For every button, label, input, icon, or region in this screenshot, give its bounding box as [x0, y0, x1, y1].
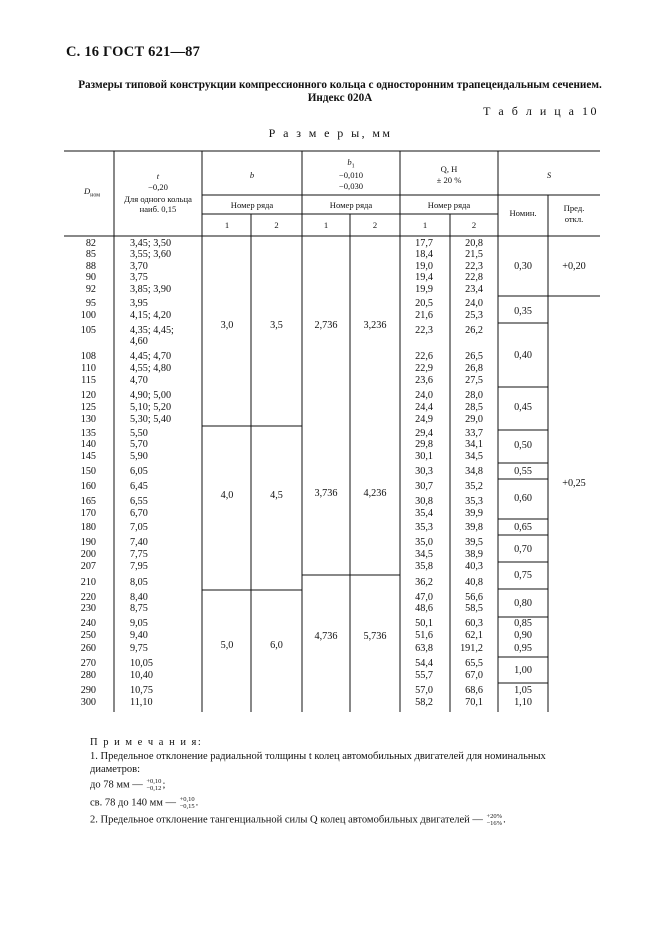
cell-s-nominal: 0,40 — [514, 350, 532, 361]
header-t-desc2: наиб. 0,15 — [139, 204, 177, 214]
cell-d-nom: 145 — [80, 451, 96, 462]
cell-d-nom: 92 — [85, 284, 96, 295]
cell-d-nom: 160 — [80, 481, 96, 492]
header-b1-row-1: 1 — [323, 220, 329, 230]
cell-t: 4,55; 4,80 — [130, 363, 172, 374]
cell-t: 7,05 — [130, 522, 148, 533]
note-2-tolerance: +20% −16% — [486, 813, 503, 827]
cell-q-row-2: 21,5 — [465, 249, 483, 260]
cell-s-deviation: +0,20 — [562, 261, 586, 272]
cell-s-nominal: 0,95 — [514, 643, 532, 654]
cell-s-nominal: 0,60 — [514, 493, 532, 504]
cell-q-row-2: 56,6 — [465, 592, 483, 603]
cell-q-row-1: 20,5 — [415, 298, 433, 309]
header-b1-row-2: 2 — [372, 220, 378, 230]
header-b-row-1: 1 — [224, 220, 230, 230]
cell-q-row-1: 51,6 — [415, 630, 433, 641]
cell-t: 10,05 — [130, 658, 153, 669]
table-index: Индекс 020А — [307, 92, 373, 104]
header-b-row-number: Номер ряда — [230, 200, 274, 210]
cell-q-row-2: 28,5 — [465, 402, 483, 413]
cell-q-row-1: 18,4 — [415, 249, 433, 260]
cell-s-nominal: 0,65 — [514, 522, 532, 533]
cell-d-nom: 180 — [80, 522, 96, 533]
cell-d-nom: 220 — [80, 592, 96, 603]
cell-b-row-1: 5,0 — [220, 640, 234, 651]
cell-d-nom: 300 — [80, 697, 96, 708]
cell-s-nominal: 0,50 — [514, 440, 532, 451]
note-1-a: до 78 мм — +0,10 −0,12 ; — [90, 778, 166, 792]
cell-t: 10,75 — [130, 685, 153, 696]
header-b-row-2: 2 — [274, 220, 279, 230]
cell-q-row-1: 30,7 — [415, 481, 433, 492]
header-q-row-2: 2 — [471, 220, 477, 230]
cell-q-row-2: 20,8 — [465, 238, 483, 249]
cell-q-row-1: 19,0 — [415, 261, 433, 272]
cell-d-nom: 130 — [80, 414, 96, 425]
cell-q-row-2: 70,1 — [465, 697, 483, 708]
cell-d-nom: 105 — [80, 325, 96, 336]
cell-t: 6,55 — [130, 496, 148, 507]
cell-t: 5,10; 5,20 — [130, 402, 172, 413]
cell-t: 8,05 — [130, 577, 148, 588]
cell-q-row-1: 50,1 — [415, 618, 433, 629]
cell-q-row-2: 191,2 — [460, 643, 483, 654]
cell-d-nom: 120 — [80, 390, 96, 401]
header-s-nominal: Номин. — [509, 208, 537, 218]
cell-s-nominal: 0,70 — [514, 544, 532, 555]
cell-d-nom: 280 — [80, 670, 96, 681]
cell-s-nominal: 0,75 — [514, 570, 532, 581]
cell-q-row-2: 35,2 — [465, 481, 483, 492]
notes-heading: П р и м е ч а н и я: — [90, 737, 203, 748]
cell-t: 4,90; 5,00 — [130, 390, 172, 401]
cell-q-row-2: 67,0 — [465, 670, 483, 681]
header-b1-row-number: Номер ряда — [329, 200, 373, 210]
cell-t: 3,95 — [130, 298, 148, 309]
cell-q-row-1: 21,6 — [415, 310, 433, 321]
cell-s-nominal: 0,80 — [514, 598, 532, 609]
note-1-a-tolerance: +0,10 −0,12 — [146, 778, 162, 792]
header-q-tol: ± 20 % — [436, 175, 462, 185]
note-1-b-tolerance: +0,10 −0,15 — [179, 796, 195, 810]
cell-t: 5,50 — [130, 428, 148, 439]
cell-t: 7,75 — [130, 549, 148, 560]
header-q-row-number: Номер ряда — [427, 200, 471, 210]
cell-t: 6,70 — [130, 508, 148, 519]
cell-q-row-1: 30,3 — [415, 466, 433, 477]
cell-q-row-2: 24,0 — [465, 298, 483, 309]
cell-d-nom: 95 — [85, 298, 96, 309]
cell-d-nom: 200 — [80, 549, 96, 560]
cell-t: 11,10 — [130, 697, 153, 708]
cell-t: 3,55; 3,60 — [130, 249, 172, 260]
cell-q-row-2: 34,1 — [465, 439, 483, 450]
cell-b1-row-2: 3,236 — [363, 320, 387, 331]
cell-q-row-1: 48,6 — [415, 603, 433, 614]
cell-q-row-2: 65,5 — [465, 658, 483, 669]
cell-q-row-2: 22,3 — [465, 261, 483, 272]
cell-q-row-1: 19,9 — [415, 284, 433, 295]
cell-d-nom: 90 — [85, 272, 96, 283]
cell-q-row-1: 35,3 — [415, 522, 433, 533]
cell-q-row-2: 39,5 — [465, 537, 483, 548]
cell-q-row-1: 47,0 — [415, 592, 433, 603]
header-b1: $b_1$ — [347, 157, 355, 170]
cell-b1-row-1: 3,736 — [314, 488, 338, 499]
cell-s-deviation: +0,25 — [562, 478, 586, 489]
cell-q-row-2: 25,3 — [465, 310, 483, 321]
cell-q-row-1: 24,4 — [415, 402, 433, 413]
cell-q-row-1: 58,2 — [415, 697, 433, 708]
units-caption: Р а з м е р ы, мм — [268, 126, 393, 140]
cell-d-nom: 270 — [80, 658, 96, 669]
cell-t: 4,35; 4,45; — [130, 325, 174, 336]
cell-q-row-1: 35,4 — [415, 508, 433, 519]
cell-d-nom: 125 — [80, 402, 96, 413]
cell-q-row-2: 28,0 — [465, 390, 483, 401]
cell-d-nom: 110 — [81, 363, 96, 374]
cell-q-row-2: 33,7 — [465, 428, 483, 439]
cell-q-row-1: 30,8 — [415, 496, 433, 507]
cell-q-row-2: 23,4 — [465, 284, 483, 295]
cell-q-row-1: 22,6 — [415, 351, 433, 362]
header-t: t — [156, 171, 160, 181]
cell-q-row-1: 19,4 — [415, 272, 433, 283]
cell-q-row-1: 17,7 — [415, 238, 433, 249]
cell-q-row-2: 68,6 — [465, 685, 483, 696]
header-t-desc: Для одного кольца — [124, 194, 192, 204]
cell-b1-row-2: 5,736 — [363, 631, 387, 642]
cell-b-row-2: 4,5 — [270, 490, 283, 501]
cell-d-nom: 170 — [80, 508, 96, 519]
header-s: S — [546, 170, 552, 180]
cell-q-row-1: 30,1 — [415, 451, 433, 462]
cell-d-nom: 82 — [85, 238, 96, 249]
header-b1-tol2: −0,030 — [338, 181, 364, 191]
cell-b1-row-2: 4,236 — [363, 488, 387, 499]
cell-t: 7,95 — [130, 561, 148, 572]
cell-t: 6,45 — [130, 481, 148, 492]
cell-d-nom: 135 — [80, 428, 96, 439]
cell-d-nom: 230 — [80, 603, 96, 614]
cell-s-nominal: 1,00 — [514, 665, 532, 676]
cell-s-nominal: 0,45 — [514, 402, 532, 413]
cell-t-cont: 4,60 — [130, 336, 148, 347]
cell-q-row-2: 39,8 — [465, 522, 483, 533]
cell-s-nominal: 0,30 — [514, 261, 532, 272]
header-b1-tol1: −0,010 — [338, 170, 364, 180]
cell-b-row-2: 3,5 — [270, 320, 283, 331]
cell-q-row-2: 22,8 — [465, 272, 483, 283]
cell-d-nom: 140 — [80, 439, 96, 450]
cell-s-nominal: 0,85 — [514, 618, 532, 629]
cell-q-row-1: 55,7 — [415, 670, 433, 681]
cell-s-nominal: 1,10 — [514, 697, 532, 708]
cell-q-row-1: 63,8 — [415, 643, 433, 654]
note-2: 2. Предельное отклонение тангенциальной силы Q колец автомобильных двигателей — +20% −16% . — [90, 813, 506, 827]
cell-q-row-2: 62,1 — [465, 630, 483, 641]
cell-q-row-2: 34,8 — [465, 466, 483, 477]
cell-t: 4,15; 4,20 — [130, 310, 172, 321]
note-1: 1. Предельное отклонение радиальной толщины t колец автомобильных двигателей для номинальных — [90, 751, 546, 762]
cell-d-nom: 88 — [85, 261, 96, 272]
cell-d-nom: 260 — [80, 643, 96, 654]
cell-t: 3,45; 3,50 — [130, 238, 172, 249]
cell-q-row-1: 29,4 — [415, 428, 433, 439]
cell-q-row-2: 26,8 — [465, 363, 483, 374]
cell-d-nom: 150 — [80, 466, 96, 477]
cell-s-nominal: 0,35 — [514, 306, 532, 317]
cell-s-nominal: 0,90 — [514, 630, 532, 641]
cell-b-row-2: 6,0 — [270, 640, 283, 651]
cell-t: 8,75 — [130, 603, 148, 614]
cell-d-nom: 100 — [80, 310, 96, 321]
table-number: Т а б л и ц а 10 — [483, 104, 599, 118]
cell-s-nominal: 0,55 — [514, 466, 532, 477]
cell-t: 9,75 — [130, 643, 148, 654]
cell-b1-row-1: 2,736 — [314, 320, 338, 331]
header-b: b — [249, 170, 255, 180]
page-header: С. 16 ГОСТ 621—87 — [66, 44, 201, 60]
cell-d-nom: 165 — [80, 496, 96, 507]
cell-b-row-1: 4,0 — [220, 490, 234, 501]
cell-q-row-1: 35,8 — [415, 561, 433, 572]
header-q-row-1: 1 — [422, 220, 428, 230]
cell-q-row-1: 54,4 — [415, 658, 433, 669]
cell-t: 4,45; 4,70 — [130, 351, 172, 362]
cell-q-row-1: 23,6 — [415, 375, 433, 386]
header-s-deviation: Пред. — [563, 203, 585, 213]
cell-q-row-1: 22,9 — [415, 363, 433, 374]
cell-q-row-2: 38,9 — [465, 549, 483, 560]
cell-d-nom: 250 — [80, 630, 96, 641]
cell-q-row-2: 39,9 — [465, 508, 483, 519]
cell-q-row-2: 26,2 — [465, 325, 483, 336]
cell-t: 5,90 — [130, 451, 148, 462]
cell-t: 4,70 — [130, 375, 148, 386]
header-t-tolerance: −0,20 — [148, 182, 168, 192]
cell-q-row-2: 27,5 — [465, 375, 483, 386]
cell-q-row-1: 24,0 — [415, 390, 433, 401]
note-1-b: св. 78 до 140 мм — +0,10 −0,15 . — [90, 796, 199, 810]
cell-t: 5,70 — [130, 439, 148, 450]
cell-t: 3,75 — [130, 272, 148, 283]
header-d-nom: $D_{ном}$ — [83, 186, 101, 199]
cell-d-nom: 115 — [81, 375, 96, 386]
cell-q-row-1: 35,0 — [415, 537, 433, 548]
cell-b1-row-1: 4,736 — [314, 631, 338, 642]
cell-q-row-1: 34,5 — [415, 549, 433, 560]
cell-q-row-1: 22,3 — [415, 325, 433, 336]
cell-t: 6,05 — [130, 466, 148, 477]
cell-q-row-1: 36,2 — [415, 577, 433, 588]
cell-d-nom: 290 — [80, 685, 96, 696]
cell-d-nom: 108 — [80, 351, 96, 362]
cell-s-nominal: 1,05 — [514, 685, 532, 696]
cell-q-row-2: 40,8 — [465, 577, 483, 588]
cell-b-row-1: 3,0 — [220, 320, 234, 331]
cell-t: 3,85; 3,90 — [130, 284, 172, 295]
cell-q-row-2: 40,3 — [465, 561, 483, 572]
cell-q-row-2: 29,0 — [465, 414, 483, 425]
cell-t: 9,05 — [130, 618, 148, 629]
cell-d-nom: 85 — [85, 249, 96, 260]
header-s-deviation2: откл. — [564, 214, 584, 224]
cell-t: 5,30; 5,40 — [130, 414, 172, 425]
cell-d-nom: 207 — [80, 561, 96, 572]
cell-q-row-2: 60,3 — [465, 618, 483, 629]
cell-d-nom: 240 — [80, 618, 96, 629]
table-title: Размеры типовой конструкции компрессионного кольца с односторонним трапецеидальным сечением. — [78, 79, 602, 91]
cell-q-row-2: 35,3 — [465, 496, 483, 507]
cell-q-row-1: 24,9 — [415, 414, 433, 425]
cell-t: 10,40 — [130, 670, 153, 681]
cell-q-row-2: 58,5 — [465, 603, 483, 614]
cell-d-nom: 210 — [80, 577, 96, 588]
cell-q-row-1: 29,8 — [415, 439, 433, 450]
cell-q-row-1: 57,0 — [415, 685, 433, 696]
cell-t: 7,40 — [130, 537, 148, 548]
header-q: Q, Н — [440, 164, 458, 174]
cell-q-row-2: 34,5 — [465, 451, 483, 462]
cell-t: 8,40 — [130, 592, 148, 603]
cell-t: 3,70 — [130, 261, 148, 272]
note-1-cont: диаметров: — [90, 764, 141, 775]
cell-q-row-2: 26,5 — [465, 351, 483, 362]
cell-d-nom: 190 — [80, 537, 96, 548]
cell-t: 9,40 — [130, 630, 148, 641]
